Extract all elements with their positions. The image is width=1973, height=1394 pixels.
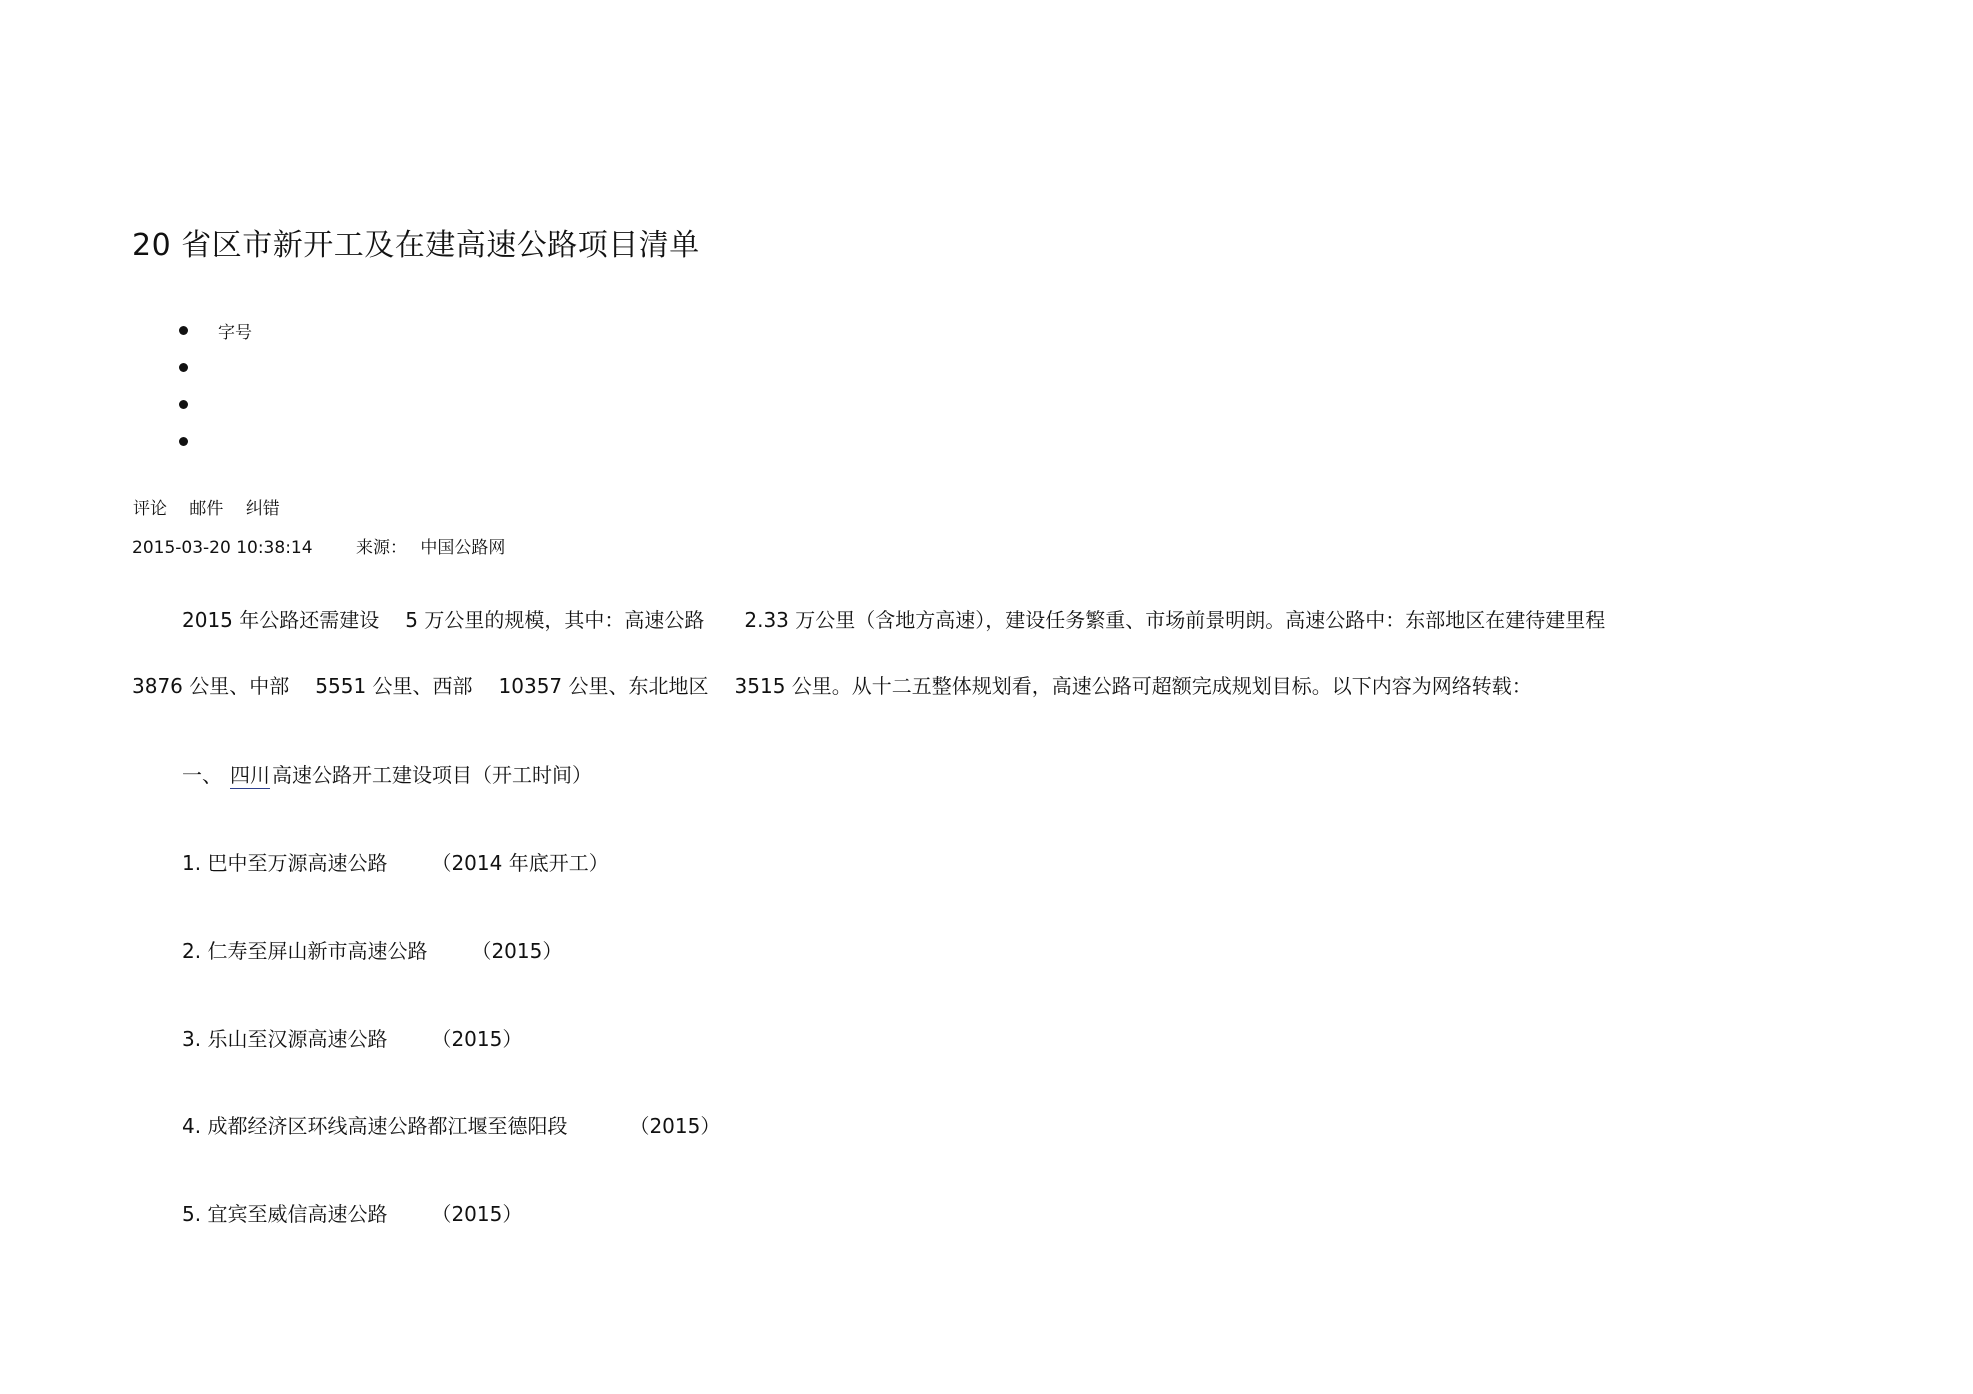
article-actions — [133, 494, 297, 519]
intro-text: 10357 公里、东北地区 — [498, 674, 709, 698]
toolbar-item[interactable] — [0, 386, 400, 423]
source-label: 来源： — [355, 538, 407, 558]
province-link[interactable]: 四川 — [230, 763, 270, 787]
section-prefix: 一、 — [182, 763, 222, 787]
intro-text: 5551 公里、西部 — [315, 674, 473, 698]
project-start-time: （2015） — [431, 1202, 523, 1226]
project-name: 5. 宜宾至威信高速公路 — [182, 1202, 388, 1226]
intro-text: 3515 公里。从十二五整体规划看，高速公路可超额完成规划目标。以下内容为网络转载： — [734, 674, 1532, 698]
source-name: 中国公路网 — [420, 538, 506, 558]
bullet-icon — [179, 363, 188, 372]
project-item — [182, 1023, 522, 1052]
intro-text: 2.33 万公里（含地方高速），建设任务繁重、市场前景明朗。高速公路中：东部地区在建待建里程 — [744, 608, 1606, 632]
project-start-time: （2014 年底开工） — [431, 851, 609, 875]
toolbar-item-font-size[interactable] — [0, 312, 400, 349]
project-item — [182, 1110, 720, 1139]
intro-paragraph-line-1 — [182, 604, 1605, 633]
bullet-icon — [179, 437, 188, 446]
comment-link[interactable]: 评论 — [133, 499, 167, 519]
article-meta — [132, 533, 505, 558]
bullet-icon — [179, 400, 188, 409]
project-item — [182, 847, 609, 876]
intro-text: 2015 年公路还需建设 — [182, 608, 380, 632]
project-start-time: （2015） — [471, 939, 563, 963]
project-item — [182, 935, 562, 964]
article-title: 20 省区市新开工及在建高速公路项目清单 — [132, 228, 700, 263]
project-name: 1. 巴中至万源高速公路 — [182, 851, 388, 875]
project-start-time: （2015） — [431, 1027, 523, 1051]
font-size-label[interactable]: 字号 — [218, 323, 252, 343]
bullet-icon — [179, 326, 188, 335]
publish-datetime: 2015-03-20 10:38:14 — [132, 538, 313, 558]
intro-text: 3876 公里、中部 — [132, 674, 290, 698]
project-name: 4. 成都经济区环线高速公路都江堰至德阳段 — [182, 1114, 568, 1138]
section-suffix: 高速公路开工建设项目（开工时间） — [272, 763, 592, 787]
project-name: 2. 仁寿至屏山新市高速公路 — [182, 939, 428, 963]
toolbar-item[interactable] — [0, 423, 400, 460]
project-item — [182, 1198, 522, 1227]
font-size-toolbar — [0, 312, 400, 460]
section-heading — [182, 759, 592, 788]
toolbar-item[interactable] — [0, 349, 400, 386]
project-name: 3. 乐山至汉源高速公路 — [182, 1027, 388, 1051]
email-link[interactable]: 邮件 — [189, 499, 224, 519]
intro-text: 5 万公里的规模，其中：高速公路 — [405, 608, 705, 632]
project-start-time: （2015） — [629, 1114, 721, 1138]
correct-link[interactable]: 纠错 — [245, 499, 280, 519]
intro-paragraph-line-2 — [132, 670, 1532, 699]
